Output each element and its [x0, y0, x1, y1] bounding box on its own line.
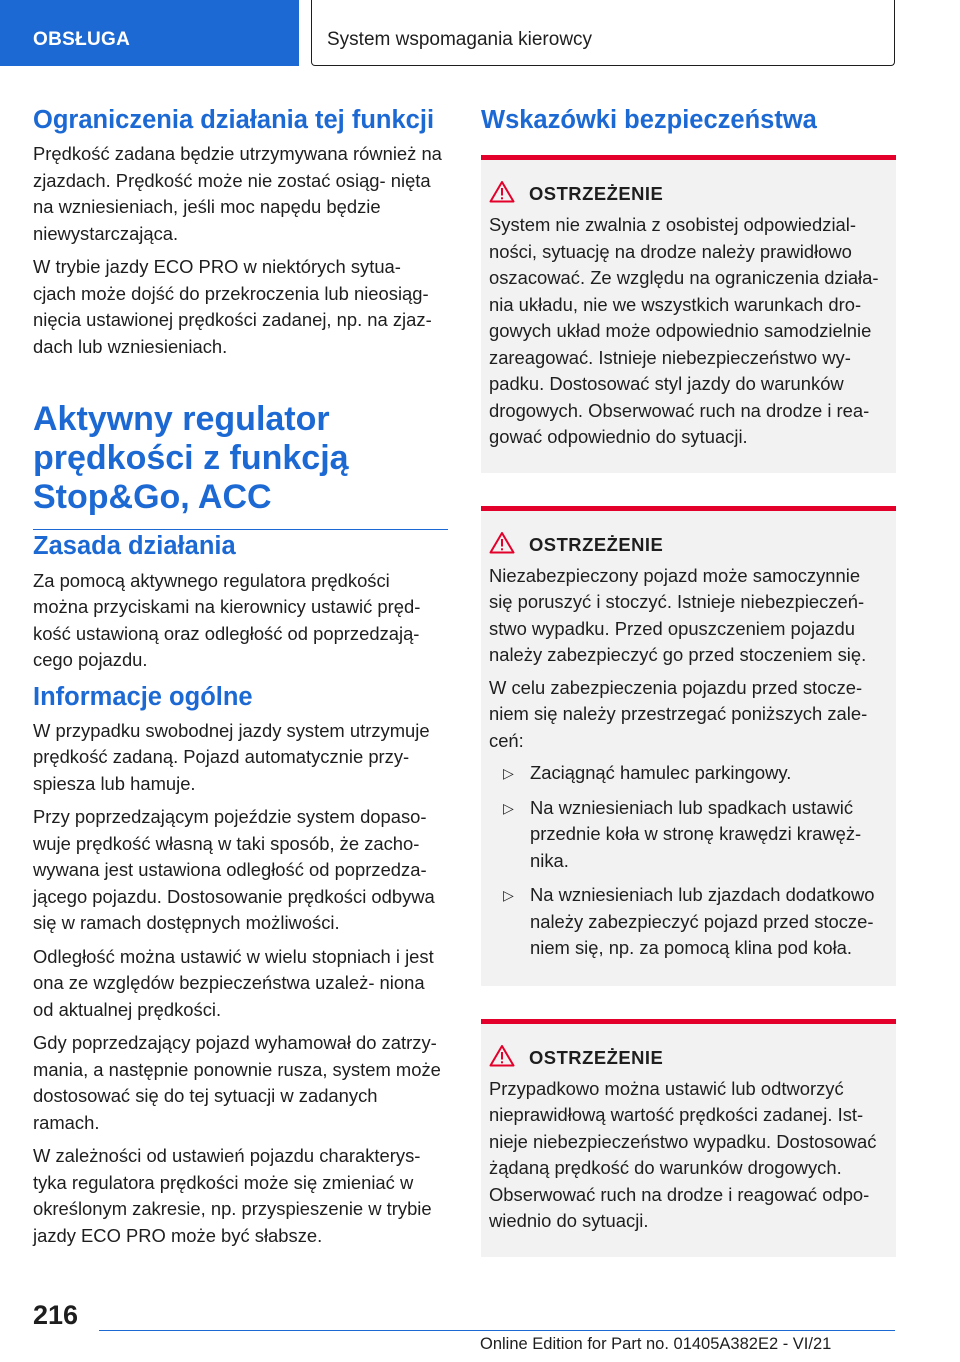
principle-heading: Zasada działania [33, 532, 236, 561]
warning-title: OSTRZEŻENIE [529, 183, 664, 205]
warning-bullet-list [489, 760, 887, 962]
page-number: 216 [33, 1300, 79, 1330]
warning-text: Niezabezpieczony pojazd może samoczynnie się poruszyć i stoczyć. Istnieje niebezpieczeń- stwo wypadku. Przed opuszczeniem pojazdu należy zabezpieczyć go przed stoczeniem się. [489, 564, 867, 666]
general-heading: Informacje ogólne [33, 682, 253, 711]
warning-title: OSTRZEŻENIE [529, 1046, 664, 1068]
limits-paragraph-2: W trybie jazdy ECO PRO w niektórych sytua- cjach może dojść do przekroczenia lub nieosiąg- nięcia ustawionej prędkości zadanej, np. na zjaz- dach lub wzniesieniach. [33, 256, 432, 357]
list-item [489, 795, 887, 875]
general-paragraph-3: Odległość można ustawić w wielu stopniach i jest ona ze względów bezpieczeństwa uzależ- niona od aktualnej prędkości. [33, 945, 434, 1020]
warning-header [489, 1044, 887, 1072]
list-item-text: Zaciągnąć hamulec parkingowy. [530, 762, 792, 784]
footer-edition: Online Edition for Part no. 01405A382E2 - VI/21 [480, 1335, 832, 1353]
bullet-triangle-icon: ▷ [503, 799, 514, 816]
warning-text: W celu zabezpieczenia pojazdu przed stocze- niem się należy przestrzegać poniższych zale- ceń: [489, 676, 868, 751]
list-item-text: Na wzniesieniach lub spadkach ustawić przednie koła w stronę krawędzi krawęż- nika. [530, 796, 862, 871]
general-paragraph-1: W przypadku swobodnej jazdy system utrzymuje prędkość zadaną. Pojazd automatycznie przy- spiesza lub hamuje. [33, 719, 430, 794]
safety-heading: Wskazówki bezpieczeństwa [481, 106, 817, 134]
list-item [489, 882, 887, 962]
warning-box [481, 155, 896, 473]
general-paragraph-4: Gdy poprzedzający pojazd wyhamował do zatrzy- mania, a następnie ponownie rusza, system może dostosować się do tej sytuacji w zadanych ramach. [33, 1032, 441, 1133]
warning-box [481, 1019, 896, 1257]
footer-divider [99, 1330, 895, 1331]
section-tab: OBSŁUGA [0, 0, 299, 66]
principle-paragraph: Za pomocą aktywnego regulatora prędkości można przyciskami na kierownicy ustawić pręd- kość ustawioną oraz odległość od poprzedzają- cego pojazdu. [33, 569, 421, 671]
warning-triangle-icon [489, 531, 529, 559]
right-column [481, 104, 896, 1257]
bullet-triangle-icon: ▷ [503, 765, 514, 782]
general-paragraph-5: W zależności od ustawień pojazdu charakterys- tyka regulatora prędkości może się zmieniać w określonym zakresie, np. przyspieszenie w trybie jazdy ECO PRO może być słabsze. [33, 1145, 432, 1246]
warning-header [489, 180, 887, 208]
warning-triangle-icon [489, 1044, 529, 1072]
list-item [489, 760, 887, 787]
limits-heading: Ograniczenia działania tej funkcji [33, 106, 435, 134]
bullet-triangle-icon: ▷ [503, 887, 514, 904]
warning-box [481, 506, 896, 986]
left-column [33, 104, 448, 1256]
warning-text: System nie zwalnia z osobistej odpowiedzial- ności, sytuację na drodze należy prawidłowo oszacować. Ze względu na ograniczenia działa- nia układu, nie we wszystkich warunkach dro- gowych układ może odpowiednio samodzielnie zareagować. Istnieje niebezpieczeństwo wy- padku. Dostosować styl jazdy do warunków drogowych. Obserwować ruch na drodze i rea- gować odpowiednio do sytuacji. [489, 214, 879, 448]
warning-header [489, 531, 887, 559]
chapter-title: System wspomagania kierowcy [311, 0, 895, 66]
acc-heading: Aktywny regulator prędkości z funkcją Stop&Go, ACC [33, 400, 448, 530]
limits-paragraph-1: Prędkość zadana będzie utrzymywana również na zjazdach. Prędkość może nie zostać osiąg- nięta na wzniesieniach, jeśli moc napędu będzie niewystarczająca. [33, 143, 442, 244]
warning-title: OSTRZEŻENIE [529, 533, 664, 555]
list-item-text: Na wzniesieniach lub zjazdach dodatkowo należy zabezpieczyć pojazd przed stocze- niem się, np. za pomocą klina pod koła. [530, 884, 875, 959]
warning-text: Przypadkowo można ustawić lub odtworzyć nieprawidłową wartość prędkości zadanej. Ist- nieje niebezpieczeństwo wypadku. Dostosować żądaną prędkość do warunków drogowych. Obserwować ruch na drodze i reagować odpo- wiednio do sytuacji. [489, 1077, 877, 1232]
warning-triangle-icon [489, 180, 529, 208]
general-paragraph-2: Przy poprzedzającym pojeździe system dopaso- wuje prędkość własną w taki sposób, że zacho- wywana jest ustawiona odległość od poprzedza- jącego pojazdu. Dostosowanie prędkości odbywa się w ramach dostępnych możliwości. [33, 806, 435, 934]
